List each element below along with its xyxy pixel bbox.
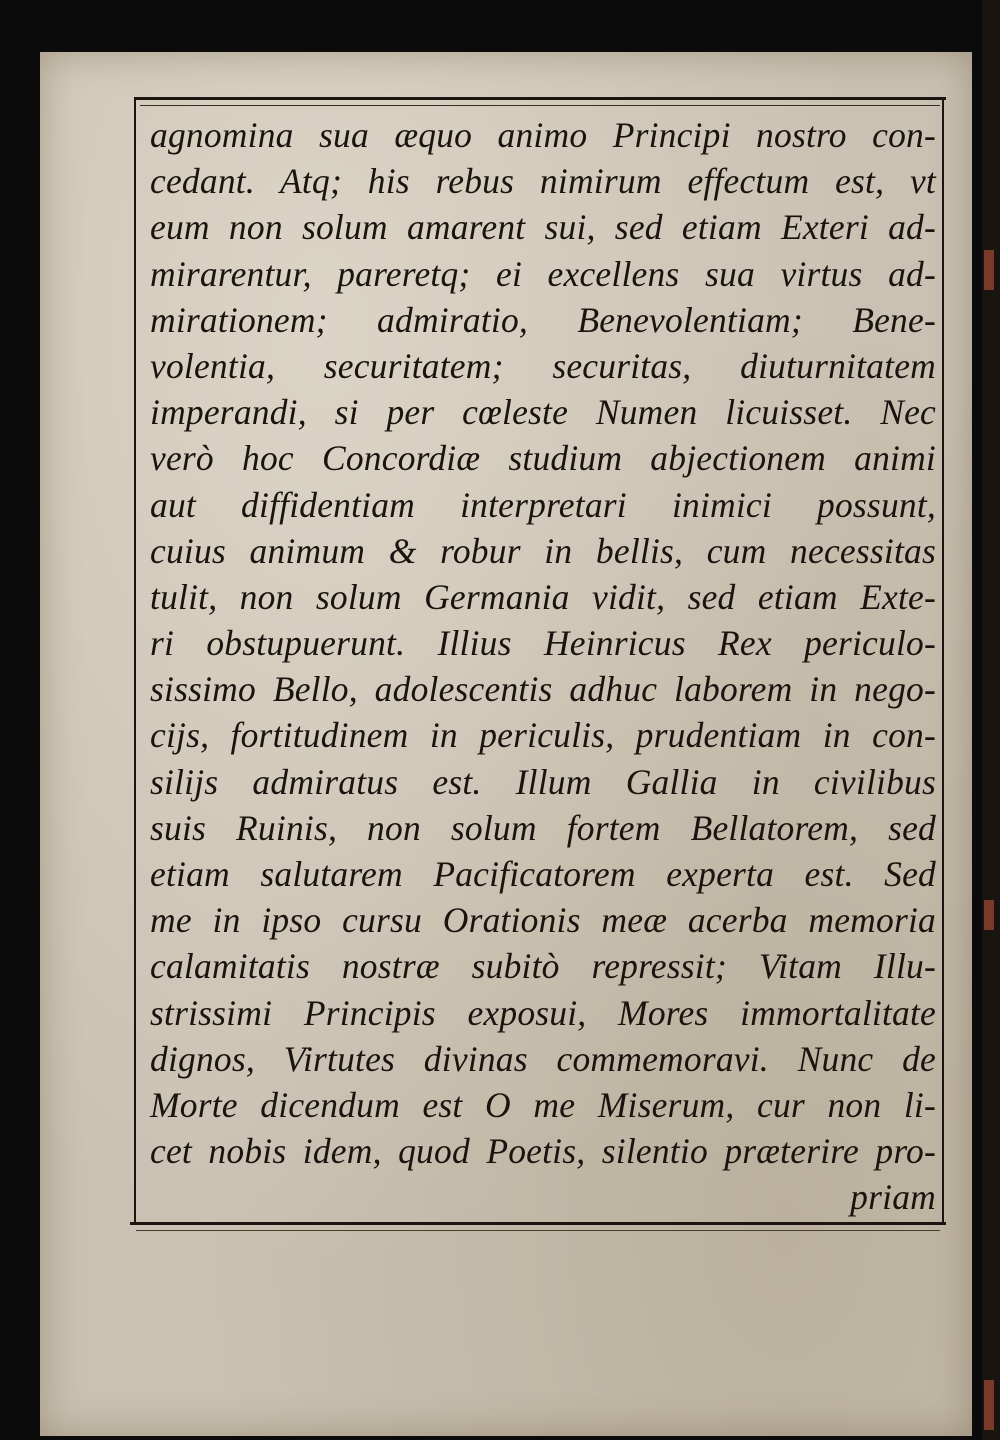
edge-streak [984,900,994,930]
text-line: sissimo Bello, adolescentis adhuc laborem in nego- [150,669,936,710]
edge-streak [984,1380,994,1430]
text-line: aut diffidentiam interpretari inimici possunt, [150,484,936,525]
text-line: eum non solum amarent sui, sed etiam Exteri ad- [150,207,936,248]
edge-streak [984,250,994,290]
frame-rule-bottom [130,1222,946,1225]
text-line: suis Ruinis, non solum fortem Bellatorem, sed [150,807,936,848]
text-line: volentia, securitatem; securitas, diuturnitatem [150,345,936,386]
text-line: mirationem; admiratio, Benevolentiam; Bene- [150,299,936,340]
text-line: agnomina sua æquo animo Principi nostro con- [150,115,936,155]
text-line: mirarentur, pareretq; ei excellens sua virtus ad- [150,253,936,294]
text-line: verò hoc Concordiæ studium abjectionem animi [150,438,936,479]
text-line: ri obstupuerunt. Illius Heinricus Rex periculo- [150,623,936,664]
body-text [150,112,936,1221]
text-line: cuius animum & robur in bellis, cum necessitas [150,530,936,571]
frame-rule-bottom-inner [136,1230,940,1231]
text-line: calamitatis nostræ subitò repressit; Vitam Illu- [150,946,936,987]
text-line: me in ipso cursu Orationis meæ acerba memoria [150,900,936,941]
catchword: priam [850,1177,936,1218]
book-edge [982,0,1000,1440]
text-line: imperandi, si per cœleste Numen licuisset. Nec [150,392,936,433]
text-line: Morte dicendum est O me Miserum, cur non li- [150,1084,936,1125]
text-line: etiam salutarem Pacificatorem experta est. Sed [150,854,936,894]
text-line: dignos, Virtutes divinas commemoravi. Nunc de [150,1038,936,1079]
text-line: cet nobis idem, quod Poetis, silentio præterire pro- [150,1131,936,1172]
text-line: strissimi Principis exposui, Mores immortalitate [150,992,936,1033]
text-line: silijs admiratus est. Illum Gallia in civilibus [150,761,936,802]
text-line: tulit, non solum Germania vidit, sed etiam Exte- [150,576,936,617]
text-line: cedant. Atq; his rebus nimirum effectum est, vt [150,161,936,202]
text-line: cijs, fortitudinem in periculis, prudentiam in con- [150,715,936,756]
